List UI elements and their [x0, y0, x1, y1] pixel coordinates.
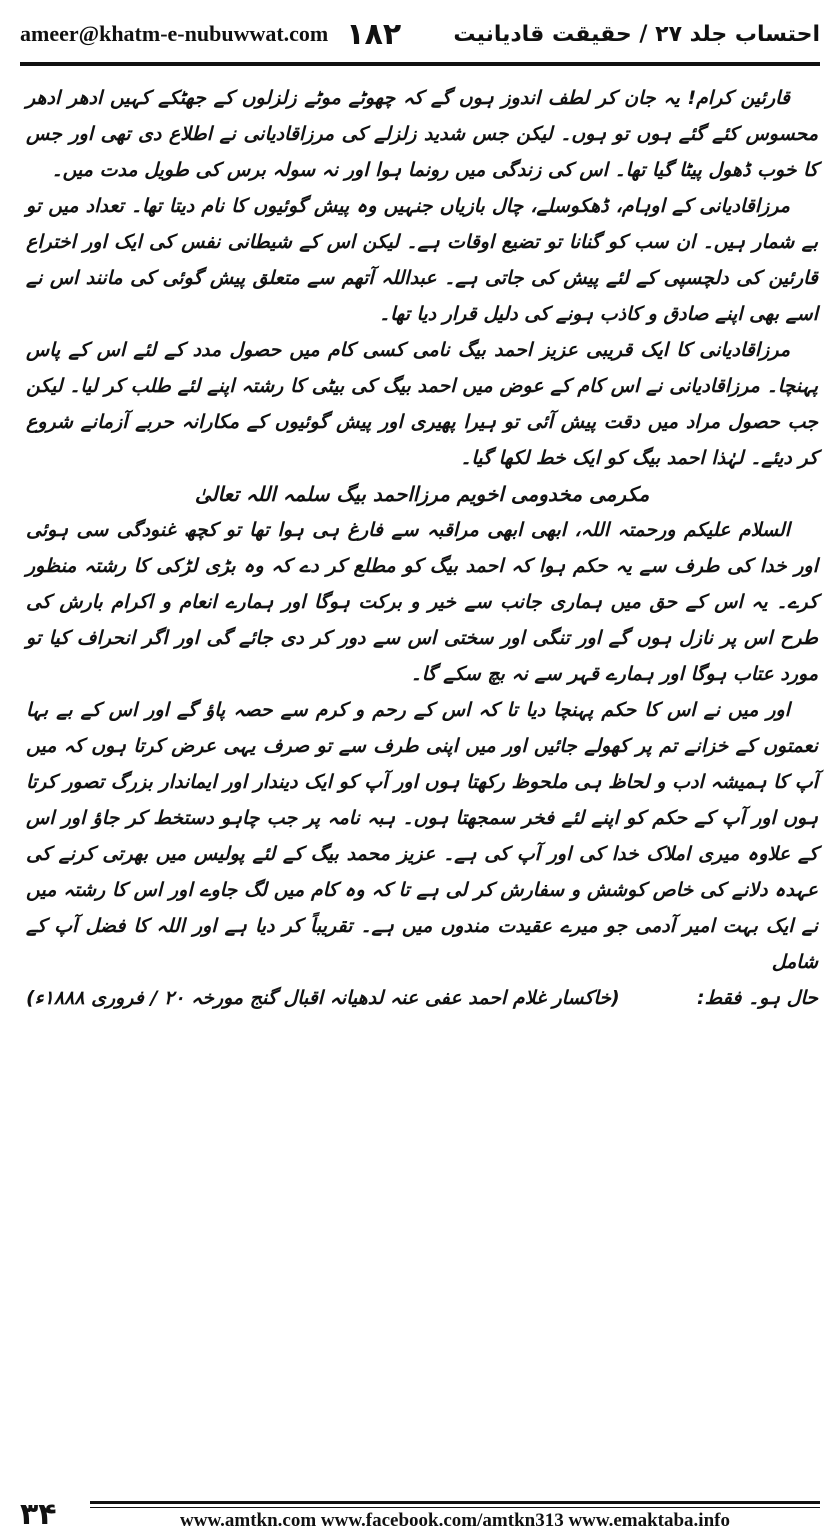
letter-paragraph-1: السلام علیکم ورحمتہ اللہ، ابھی ابھی مراقبہ سے فارغ ہی ہوا تھا تو کچھ غنودگی سی ہوئی اور خدا کی طرف سے یہ حکم ہوا کہ احمد بیگ کو مطلع کر دے کہ وہ بڑی لڑکی کا رشتہ منظور کرے۔ یہ اس کے حق میں ہماری جانب سے خیر و برکت ہوگا اور ہمارے انعام و اکرام بارش کی طرح اس پر نازل ہوں گے اور تنگی اور سختی اس سے دور کر دی جائے گی اور اگر انحراف کیا تو مورد عتاب ہوگا اور ہمارے قہر سے نہ بچ سکے گا۔	[26, 519, 818, 685]
footer-websites[interactable]: www.amtkn.com www.facebook.com/amtkn313 www.emaktaba.info	[180, 1510, 730, 1531]
header-email[interactable]: ameer@khatm-e-nubuwwat.com	[20, 21, 329, 46]
paragraph-3: مرزاقادیانی کا ایک قریبی عزیز احمد بیگ نامی کسی کام میں حصول مدد کے لئے اس کے پاس پہنچا۔ مرزاقادیانی نے اس کام کے عوض میں احمد بیگ کی بیٹی کا رشتہ اپنے لئے طلب کر لیا۔ لیکن جب حصول مراد میں دقت پیش آئی تو ہیرا پھیری اور پیش گوئیوں کے مکارانہ حربے آزمانے شروع کر دیئے۔ لہٰذا احمد بیگ کو ایک خط لکھا گیا۔	[26, 339, 818, 469]
footer-page-number: ۳۴	[20, 1497, 57, 1532]
page-header	[20, 10, 820, 58]
page-footer	[20, 1488, 820, 1532]
header-page-number: ۱۸۲	[346, 16, 402, 52]
letter-closing: حال ہو۔ فقط:	[697, 987, 818, 1009]
footer-rule	[90, 1501, 820, 1504]
letter-signature: (خاکسار غلام احمد عفی عنہ لدھیانہ اقبال گنج مورخہ ۲۰ / فروری ۱۸۸۸ء)	[26, 987, 620, 1009]
paragraph-2: مرزاقادیانی کے اوہام، ڈھکوسلے، چال بازیاں جنہیں وہ پیش گوئیوں کا نام دیتا تھا۔ تعداد میں تو بے شمار ہیں۔ ان سب کو گنانا تو تضیع اوقات ہے۔ لیکن اس کے شیطانی نفس کی ایک اور اختراع قارئین کی دلچسپی کے لئے پیش کی جاتی ہے۔ عبداللہ آتھم سے متعلق پیش گوئی کی مانند اس نے اسے بھی اپنے صادق و کاذب ہونے کی دلیل قرار دیا تھا۔	[26, 195, 818, 325]
header-rule	[20, 62, 820, 66]
page-body	[26, 80, 818, 1016]
letter-signature-line	[26, 980, 818, 1016]
header-book-title: احتساب جلد ۲۷ / حقیقت قادیانیت	[453, 21, 820, 47]
footer-right	[90, 1501, 820, 1532]
footer-rule-thin	[90, 1507, 820, 1508]
header-left	[20, 17, 401, 52]
paragraph-1: قارئین کرام! یہ جان کر لطف اندوز ہوں گے کہ چھوٹے موٹے زلزلوں کے جھٹکے کہیں ادھر ادھر محسوس کئے گئے ہوں تو ہوں۔ لیکن جس شدید زلزلے کی مرزاقادیانی نے اطلاع دی تھی اور جس کا خوب ڈھول پیٹا گیا تھا۔ اس کی زندگی میں رونما ہوا اور نہ سولہ برس کی طویل مدت میں۔	[26, 87, 818, 181]
letter-salutation: مکرمی مخدومی اخویم مرزااحمد بیگ سلمہ اللہ تعالیٰ	[194, 482, 650, 506]
letter-paragraph-2: اور میں نے اس کا حکم پہنچا دیا تا کہ اس کے رحم و کرم سے حصہ پاؤ گے اور اس کے بے بہا نعمتوں کے خزانے تم پر کھولے جائیں اور میں اپنی طرف سے تو صرف یہی عرض کرتا ہوں کہ میں آپ کا ہمیشہ ادب و لحاظ ہی ملحوظ رکھتا ہوں اور آپ کو ایک دیندار اور ایماندار بزرگ تصور کرتا ہوں اور آپ کے حکم کو اپنے لئے فخر سمجھتا ہوں۔ ہبہ نامہ پر جب چاہو دستخط کر جاؤ اور اس کے علاوہ میری املاک خدا کی اور آپ کی ہے۔ عزیز محمد بیگ کے لئے پولیس میں بھرتی کرنے کی عہدہ دلانے کی خاص کوشش و سفارش کر لی ہے تا کہ وہ کام میں لگ جاوے اور اس کا رشتہ میں نے ایک بہت امیر آدمی جو میرے عقیدت مندوں میں ہے۔ تقریباً کر دیا ہے اور اللہ کا فضل آپ کے شامل	[26, 699, 818, 973]
